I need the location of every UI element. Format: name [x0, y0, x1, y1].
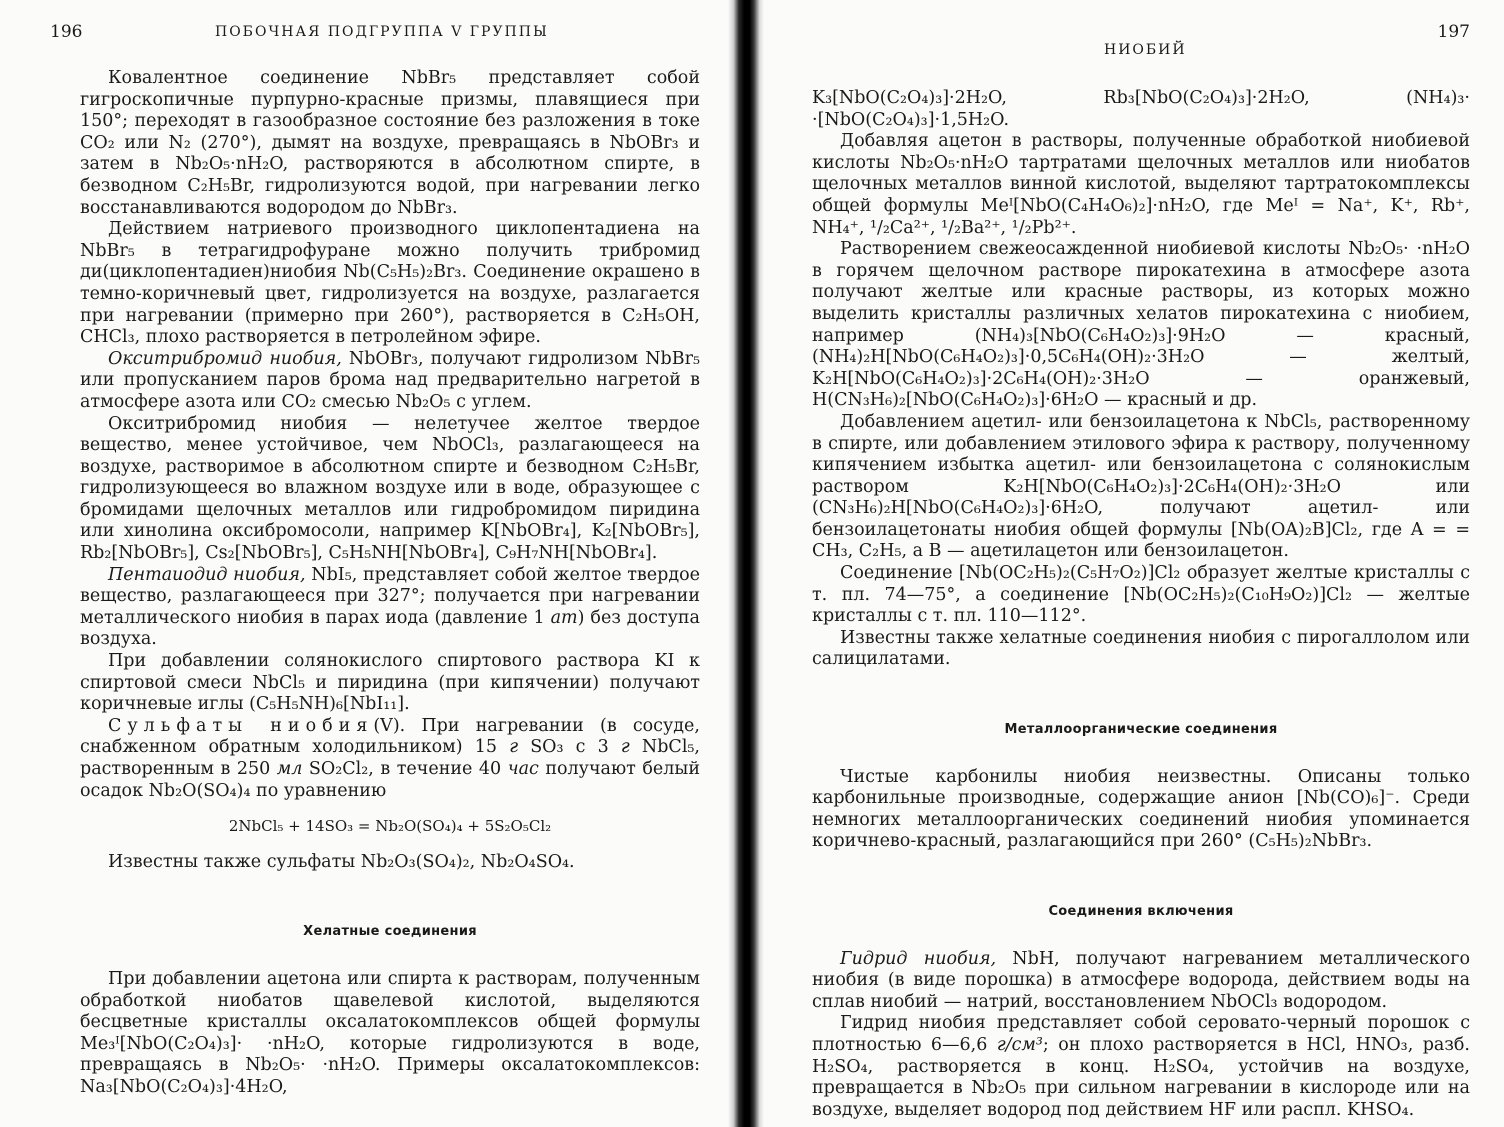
running-title: НИОБИЙ	[1104, 42, 1187, 58]
left-page-header	[50, 22, 700, 46]
spaced-term: Сульфаты ниобия	[108, 715, 374, 736]
paragraph-text: ; он плохо растворяется в HCl, HNO₃, разб. H₂SO₄, растворяется в конц. H₂SO₄, устойчив на воздухе, превращается в Nb₂O₅ при сильном нагревании в кислороде или на воздухе, выделяет водород под действием HF или распл. KHSO₄.	[812, 1034, 1470, 1120]
page-number: 197	[1437, 22, 1470, 42]
paragraph-text: ) без доступа воздуха.	[80, 607, 700, 650]
paragraph	[812, 949, 1470, 1014]
right-page-header	[812, 22, 1470, 58]
paragraph: Действием натриевого производного циклопентадиена на NbBr₅ в тетрагидрофуране можно получить трибромид ди(циклопентадиен)ниобия Nb(C₅H₅)₂Br₃. Соединение окрашено в темно-коричневый цвет, гидролизуется на воздухе, разлагается при нагревании (примерно при 260°), растворяется в C₂H₅OH, CHCl₃, плохо растворяется в петролейном эфире.	[80, 219, 700, 348]
section-heading: Хелатные соединения	[303, 924, 477, 940]
paragraph: Чистые карбонилы ниобия неизвестны. Описаны только карбонильные производные, содержащие анион [Nb(CO)₆]⁻. Среди немногих металлоорганических соединений ниобия упоминается коричнево-красный, разлагающийся при 260° (C₅H₅)₂NbBr₃.	[812, 766, 1470, 852]
unit-italic: г	[509, 737, 519, 758]
term-italic: Окситрибромид ниобия,	[108, 348, 342, 369]
right-page-body	[812, 88, 1470, 1121]
paragraph	[80, 349, 700, 414]
page-number: 196	[50, 22, 83, 42]
chemical-equation: 2NbCl₅ + 14SO₃ = Nb₂O(SO₄)₄ + 5S₂O₅Cl₂	[228, 817, 552, 836]
paragraph: Ковалентное соединение NbBr₅ представляет собой гигроскопичные пурпурно-красные призмы, плавящиеся при 150°; переходят в газообразное состояние без разложения в токе CO₂ или N₂ (270°), дымят на воздухе, превращаясь в NbOBr₃ и затем в Nb₂O₅·nH₂O, растворяются в абсолютном спирте, в безводном C₂H₅Br, гидролизуются водой, при нагревании легко восстанавливаются водородом до NbBr₃.	[80, 68, 700, 218]
running-title: ПОБОЧНАЯ ПОДГРУППА V ГРУППЫ	[215, 24, 549, 40]
paragraph: Известны также сульфаты Nb₂O₃(SO₄)₂, Nb₂O₄SO₄.	[108, 851, 575, 872]
paragraph-text: NbCl₅, растворенным в 250	[80, 737, 700, 779]
paragraph-text: (V). При нагревании (в сосуде, снабженном обратным холодильником) 15	[80, 715, 700, 758]
left-page	[50, 0, 701, 1127]
unit-italic: г	[620, 737, 630, 758]
paragraph-text: Гидрид ниобия представляет собой серовато-черный порошок с плотностью 6—6,6	[812, 1013, 1470, 1055]
paragraph: При добавлении солянокислого спиртового раствора KI к спиртовой смеси NbCl₅ и пиридина (при кипячении) получают коричневые иглы (C₅H₅NH)₆[NbI₁₁].	[80, 651, 700, 715]
unit-italic: г/см³	[996, 1034, 1043, 1055]
paragraph-text: NbH, получают нагреванием металлического ниобия (в виде порошка) в атмосфере водорода, действием воды на сплав ниобий — натрий, восстановлением NbOCl₃ водородом.	[812, 948, 1470, 1012]
paragraph: При добавлении ацетона или спирта к растворам, полученным обработкой ниобатов щавелевой кислотой, выделяются бесцветные кристаллы оксалатокомплексов общей формулы Me₃ᴵ[NbO(C₂O₄)₃]· ·nH₂O, которые гидролизуются в воде, превращаясь в Nb₂O₅· ·nH₂O. Примеры оксалатокомплексов: Na₃[NbO(C₂O₄)₃]·4H₂O,	[80, 968, 700, 1097]
paragraph: Соединение [Nb(OC₂H₅)₂(C₅H₇O₂)]Cl₂ образует желтые кристаллы с т. пл. 74—75°, а соединение [Nb(OC₂H₅)₂(C₁₀H₉O₂)]Cl₂ — желтые кристаллы с т. пл. 110—112°.	[812, 563, 1470, 627]
section-heading: Соединения включения	[1048, 904, 1234, 919]
paragraph: Растворением свежеосажденной ниобиевой кислоты Nb₂O₅· ·nH₂O в горячем щелочном растворе пирокатехина в атмосфере азота получают желтые или красные растворы, из которых можно выделить кристаллы различных хелатов пирокатехина с ниобием, например (NH₄)₃[NbO(C₆H₄O₂)₃]·9H₂O — красный, (NH₄)₂H[NbO(C₆H₄O₂)₃]·0,5C₆H₄(OH)₂·3H₂O — желтый, K₂H[NbO(C₆H₄O₂)₃]·2C₆H₄(OH)₂·3H₂O — оранжевый, H(CN₃H₆)₂[NbO(C₆H₄O₂)₃]·6H₂O — красный и др.	[812, 239, 1470, 411]
paragraph-text: NbI₅, представляет собой желтое твердое вещество, разлагающееся при 327°; получается при нагревании металлического ниобия в парах иода (давление 1	[80, 564, 701, 628]
unit-italic: ат	[550, 607, 578, 628]
paragraph-text: SO₃ с 3	[518, 737, 621, 758]
paragraph-text: получают белый осадок Nb₂O(SO₄)₄ по уравнению	[80, 759, 700, 801]
unit-italic: час	[507, 759, 539, 779]
left-page-body	[80, 68, 700, 1099]
paragraph	[812, 1013, 1470, 1121]
term-italic: Пентаиодид ниобия,	[108, 564, 306, 585]
paragraph	[80, 565, 700, 651]
paragraph: Окситрибромид ниобия — нелетучее желтое твердое вещество, менее устойчивое, чем NbOCl₃, разлагающееся на воздухе, растворимое в абсолютном спирте и безводном C₂H₅Br, гидролизующееся во влажном воздухе или в воде, образующее с бромидами щелочных металлов или гидробромидом пиридина или хинолина оксибромосоли, например K[NbOBr₄], K₂[NbOBr₅], Rb₂[NbOBr₅], Cs₂[NbOBr₅], C₅H₅NH[NbOBr₄], C₉H₇NH[NbOBr₄].	[80, 413, 700, 564]
paragraph-text: NbOBr₃, получают гидролизом NbBr₅ или пропусканием паров брома над предварительно нагретой в атмосфере азота или CO₂ смесью Nb₂O₅ с углем.	[80, 348, 700, 412]
unit-italic: мл	[276, 759, 303, 779]
right-page	[812, 0, 1470, 1127]
section-heading: Металлоорганические соединения	[1004, 722, 1278, 738]
paragraph: K₃[NbO(C₂O₄)₃]·2H₂O, Rb₃[NbO(C₂O₄)₃]·2H₂O, (NH₄)₃· ·[NbO(C₂O₄)₃]·1,5H₂O.	[812, 88, 1470, 130]
paragraph-text: SO₂Cl₂, в течение 40	[302, 759, 508, 779]
term-italic: Гидрид ниобия,	[840, 948, 997, 969]
paragraph	[80, 716, 700, 802]
paragraph: Добавляя ацетон в растворы, полученные обработкой ниобиевой кислоты Nb₂O₅·nH₂O тартратами щелочных металлов или ниобатов щелочных металлов винной кислотой, выделяют тартратокомплексы общей формулы Meᴵ[NbO(C₄H₄O₆)₂]·nH₂O, где Meᴵ = Na⁺, K⁺, Rb⁺, NH₄⁺, ¹/₂Ca²⁺, ¹/₂Ba²⁺, ¹/₂Pb²⁺.	[812, 131, 1470, 238]
paragraph: Известны также хелатные соединения ниобия с пирогаллолом или салицилатами.	[812, 627, 1470, 670]
book-gutter	[728, 0, 764, 1127]
paragraph: Добавлением ацетил- или бензоилацетона к NbCl₅, растворенному в спирте, или добавлением этилового эфира к раствору, полученному кипячением избытка ацетил- или бензоилацетона с солянокислым раствором K₂H[NbO(C₆H₄O₂)₃]·2C₆H₄(OH)₂·3H₂O или (CN₃H₆)₂H[NbO(C₆H₄O₂)₃]·6H₂O, получают ацетил- или бензоилацетонаты ниобия общей формулы [Nb(OA)₂B]Cl₂, где A = = CH₃, C₂H₅, а B — ацетилацетон или бензоилацетон.	[812, 411, 1470, 562]
